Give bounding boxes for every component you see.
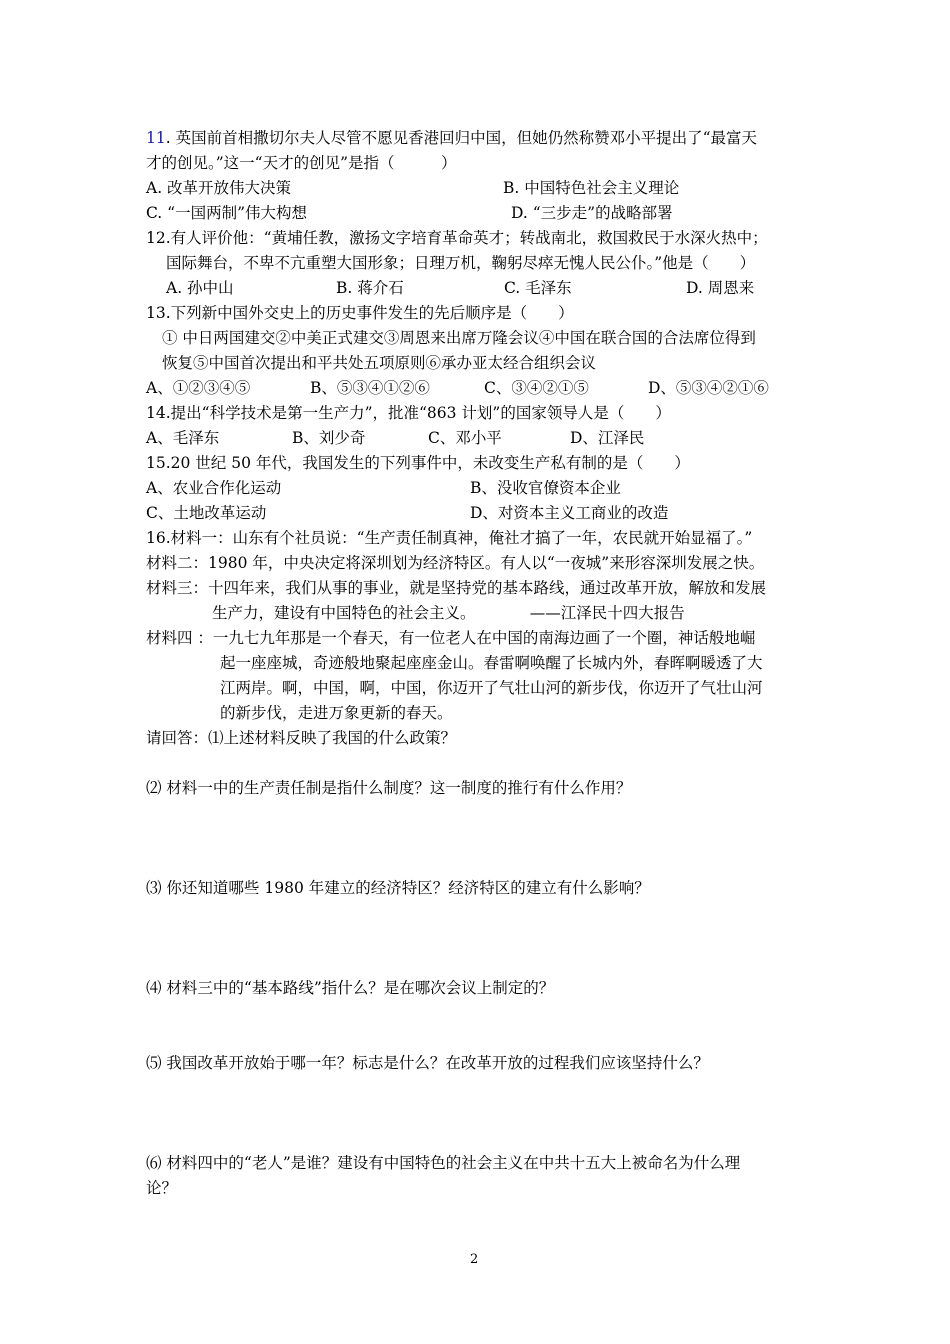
q16-material-3-line2: 生产力，建设有中国特色的社会主义。 ——江泽民十四大报告 (212, 604, 685, 622)
q16-material-4-line1: 材料四 ：一九七九年那是一个春天，有一位老人在中国的南海边画了一个圈，神话般地崛 (146, 629, 756, 647)
q13-option-a: A、①②③④⑤ (146, 379, 251, 397)
q16-material-4-line2: 起一座座城，奇迹般地聚起座座金山。春雷啊唤醒了长城内外，春晖啊暖透了大 (220, 654, 763, 672)
q12-line1: 12.有人评价他：“黄埔任教，激扬文字培育革命英才；转战南北，救国救民于水深火热中； (146, 229, 768, 247)
q16-subquestion-6-line2: 论？ (146, 1179, 178, 1197)
q11-option-d: D. “三步走”的战略部署 (511, 204, 673, 222)
q12-option-d: D. 周恩来 (686, 279, 755, 297)
q11-line1 (146, 128, 757, 148)
q11-option-c: C. “一国两制”伟大构想 (146, 204, 308, 222)
q13-option-c: C、③④②①⑤ (484, 379, 589, 397)
q14-option-b: B、刘少奇 (292, 429, 366, 447)
q16-material-3-line1: 材料三：十四年来，我们从事的事业，就是坚持党的基本路线，通过改革开放，解放和发展 (146, 579, 767, 597)
q16-material-4-line3: 江两岸。啊，中国，啊，中国，你迈开了气壮山河的新步伐，你迈开了气壮山河 (220, 679, 763, 697)
q14-line1: 14.提出“科学技术是第一生产力”，批准“863 计划”的国家领导人是（ ） (146, 404, 671, 422)
q14-option-c: C、邓小平 (428, 429, 502, 447)
q16-subquestion-2: ⑵ 材料一中的生产责任制是指什么制度？这一制度的推行有什么作用？ (146, 779, 632, 797)
q12-option-a: A. 孙中山 (166, 279, 234, 297)
q15-line1: 15.20 世纪 50 年代，我国发生的下列事件中，未改变生产私有制的是（ ） (146, 454, 690, 472)
q16-subquestion-1: 请回答：⑴上述材料反映了我国的什么政策？ (146, 729, 457, 747)
q12-line2: 国际舞台，不卑不亢重塑大国形象；日理万机，鞠躬尽瘁无愧人民公仆。”他是（ ） (166, 254, 756, 272)
q16-subquestion-5: ⑸ 我国改革开放始于哪一年？标志是什么？在改革开放的过程我们应该坚持什么？ (146, 1054, 709, 1072)
q14-option-d: D、江泽民 (570, 429, 645, 447)
q12-option-c: C. 毛泽东 (504, 279, 572, 297)
q11-option-b: B. 中国特色社会主义理论 (503, 179, 680, 197)
q16-material-1: 16.材料一：山东有个社员说：“生产责任制真神，俺社才搞了一年，农民就开始显福了。” (146, 529, 753, 547)
q15-option-b: B、没收官僚资本企业 (470, 479, 621, 497)
q11-number: 11 (146, 129, 166, 147)
q13-option-d: D、⑤③④②①⑥ (648, 379, 769, 397)
q11-option-a: A. 改革开放伟大决策 (146, 179, 292, 197)
q14-option-a: A、毛泽东 (146, 429, 220, 447)
q13-line2: ① 中日两国建交②中美正式建交③周恩来出席万隆会议④中国在联合国的合法席位得到 (162, 329, 756, 347)
q16-subquestion-6-line1: ⑹ 材料四中的“老人”是谁？建设有中国特色的社会主义在中共十五大上被命名为什么理 (146, 1154, 741, 1172)
q16-material-2: 材料二：1980 年，中央决定将深圳划为经济特区。有人以“一夜城”来形容深圳发展之快。 (146, 554, 765, 572)
q15-option-c: C、土地改革运动 (146, 504, 267, 522)
q11-line2: 才的创见。”这一“天才的创见”是指（ ） (146, 154, 457, 172)
page-number: 2 (470, 1252, 479, 1267)
q13-line1: 13.下列新中国外交史上的历史事件发生的先后顺序是（ ） (146, 304, 574, 322)
q12-option-b: B. 蒋介石 (336, 279, 404, 297)
q15-option-a: A、农业合作化运动 (146, 479, 282, 497)
q16-material-4-line4: 的新步伐，走进万象更新的春天。 (220, 704, 453, 722)
q16-subquestion-3: ⑶ 你还知道哪些 1980 年建立的经济特区？经济特区的建立有什么影响？ (146, 879, 650, 897)
q13-option-b: B、⑤③④①②⑥ (310, 379, 430, 397)
q15-option-d: D、对资本主义工商业的改造 (470, 504, 669, 522)
q16-subquestion-4: ⑷ 材料三中的“基本路线”指什么？是在哪次会议上制定的？ (146, 979, 555, 997)
q11-text: . 英国前首相撒切尔夫人尽管不愿见香港回归中国，但她仍然称赞邓小平提出了“最富天 (165, 129, 758, 147)
q13-line3: 恢复⑤中国首次提出和平共处五项原则⑥承办亚太经合组织会议 (162, 354, 597, 372)
